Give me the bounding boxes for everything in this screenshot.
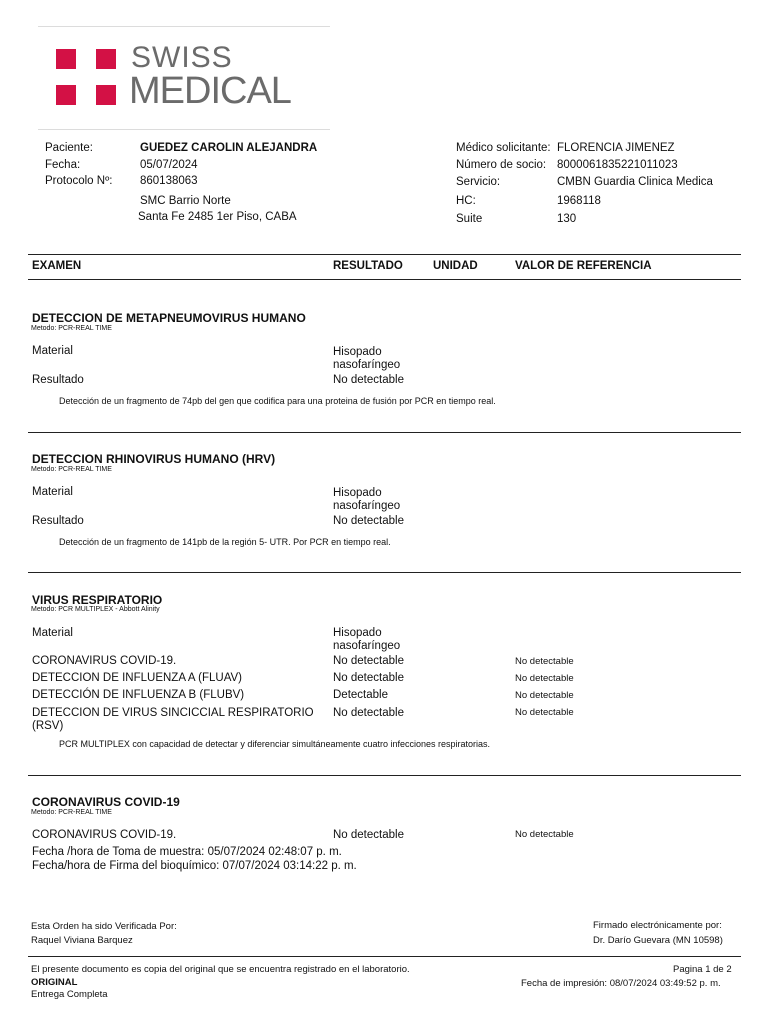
suite-value: 130 (557, 213, 577, 225)
verificada-label: Esta Orden ha sido Verificada Por: (31, 921, 177, 932)
material-value-2: nasofaríngeo (333, 640, 401, 652)
section-method: Metodo: PCR MULTIPLEX - Abbott Alinity (31, 606, 160, 613)
material-value: Hisopado (333, 487, 382, 499)
section-title: DETECCION DE METAPNEUMOVIRUS HUMANO (32, 311, 306, 325)
section-note: Detección de un fragmento de 74pb del gen que codifica para una proteina de fusión por PCR en tiempo real. (59, 396, 496, 406)
test-result: No detectable (333, 672, 404, 684)
material-value-2: nasofaríngeo (333, 359, 401, 371)
divider (28, 279, 741, 280)
servicio-value: CMBN Guardia Clinica Medica (557, 176, 713, 188)
swiss-medical-logo (38, 26, 330, 130)
test-reference: No detectable (515, 829, 574, 840)
divider (28, 956, 741, 957)
entrega-label: Entrega Completa (31, 989, 108, 1000)
fecha-impresion: Fecha de impresión: 08/07/2024 03:49:52 p. m. (521, 978, 721, 989)
fecha-label: Fecha: (45, 159, 81, 171)
section-note: PCR MULTIPLEX con capacidad de detectar y diferenciar simultáneamente cuatro infecciones respiratorias. (59, 739, 491, 749)
resultado-label: Resultado (32, 374, 84, 386)
medico-label: Médico solicitante: (456, 142, 551, 154)
resultado-label: Resultado (32, 515, 84, 527)
verificada-por: Raquel Viviana Barquez (31, 935, 133, 946)
test-reference: No detectable (515, 707, 574, 718)
section-title: VIRUS RESPIRATORIO (32, 593, 163, 607)
test-result: No detectable (333, 829, 404, 841)
page-number: Pagina 1 de 2 (673, 964, 732, 975)
test-label: CORONAVIRUS COVID-19. (32, 829, 177, 841)
original-label: ORIGINAL (31, 977, 78, 988)
paciente-label: Paciente: (45, 142, 93, 154)
firmado-por: Dr. Darío Guevara (MN 10598) (593, 935, 723, 946)
paciente-value: GUEDEZ CAROLIN ALEJANDRA (140, 142, 318, 154)
address-line1: SMC Barrio Norte (140, 195, 231, 207)
address-line2: Santa Fe 2485 1er Piso, CABA (138, 211, 297, 223)
material-label: Material (32, 345, 73, 357)
material-value-2: nasofaríngeo (333, 500, 401, 512)
material-value: Hisopado (333, 346, 382, 358)
fecha-value: 05/07/2024 (140, 159, 198, 171)
fecha-toma: Fecha /hora de Toma de muestra: 05/07/2024 02:48:07 p. m. (32, 846, 342, 858)
copia-note: El presente documento es copia del original que se encuentra registrado en el laboratorio. (31, 964, 410, 975)
hc-value: 1968118 (557, 195, 601, 207)
section-method: Metodo: PCR-REAL TIME (31, 325, 112, 332)
material-value: Hisopado (333, 627, 382, 639)
test-reference: No detectable (515, 690, 574, 701)
divider (28, 432, 741, 433)
logo-line2: MEDICAL (129, 70, 291, 112)
material-label: Material (32, 486, 73, 498)
section-note: Detección de un fragmento de 141pb de la región 5- UTR. Por PCR en tiempo real. (59, 537, 391, 547)
socio-label: Número de socio: (456, 159, 547, 171)
fecha-firma: Fecha/hora de Firma del bioquímico: 07/07/2024 03:14:22 p. m. (32, 860, 357, 872)
medico-value: FLORENCIA JIMENEZ (557, 142, 675, 154)
hc-label: HC: (456, 195, 476, 207)
test-label: CORONAVIRUS COVID-19. (32, 655, 177, 667)
socio-value: 8000061835221011023 (557, 159, 678, 171)
test-result: No detectable (333, 707, 404, 719)
column-resultado: RESULTADO (333, 260, 403, 272)
logo-cross-icon (56, 85, 76, 105)
test-result: Detectable (333, 689, 388, 701)
protocolo-value: 860138063 (140, 175, 198, 187)
column-examen: EXAMEN (32, 260, 82, 272)
logo-line1: SWISS (131, 41, 233, 74)
servicio-label: Servicio: (456, 176, 501, 188)
test-reference: No detectable (515, 673, 574, 684)
section-title: CORONAVIRUS COVID-19 (32, 795, 180, 809)
resultado-value: No detectable (333, 374, 404, 386)
section-method: Metodo: PCR-REAL TIME (31, 466, 112, 473)
test-result: No detectable (333, 655, 404, 667)
section-title: DETECCION RHINOVIRUS HUMANO (HRV) (32, 452, 276, 466)
divider (28, 254, 741, 255)
logo-cross-icon (56, 49, 76, 69)
logo-cross-icon (96, 49, 116, 69)
protocolo-label: Protocolo Nº: (45, 175, 113, 187)
logo-cross-icon (96, 85, 116, 105)
test-label: DETECCIÓN DE INFLUENZA B (FLUBV) (32, 689, 245, 701)
firmado-label: Firmado electrónicamente por: (593, 920, 722, 931)
test-label: DETECCION DE INFLUENZA A (FLUAV) (32, 672, 243, 684)
divider (28, 775, 741, 776)
test-label: DETECCION DE VIRUS SINCICCIAL RESPIRATORIO (32, 707, 314, 719)
column-unidad: UNIDAD (433, 260, 478, 272)
column-valor-referencia: VALOR DE REFERENCIA (515, 260, 652, 272)
test-label-2: (RSV) (32, 720, 64, 732)
test-reference: No detectable (515, 656, 574, 667)
suite-label: Suite (456, 213, 483, 225)
section-method: Metodo: PCR-REAL TIME (31, 809, 112, 816)
material-label: Material (32, 627, 73, 639)
divider (28, 572, 741, 573)
resultado-value: No detectable (333, 515, 404, 527)
